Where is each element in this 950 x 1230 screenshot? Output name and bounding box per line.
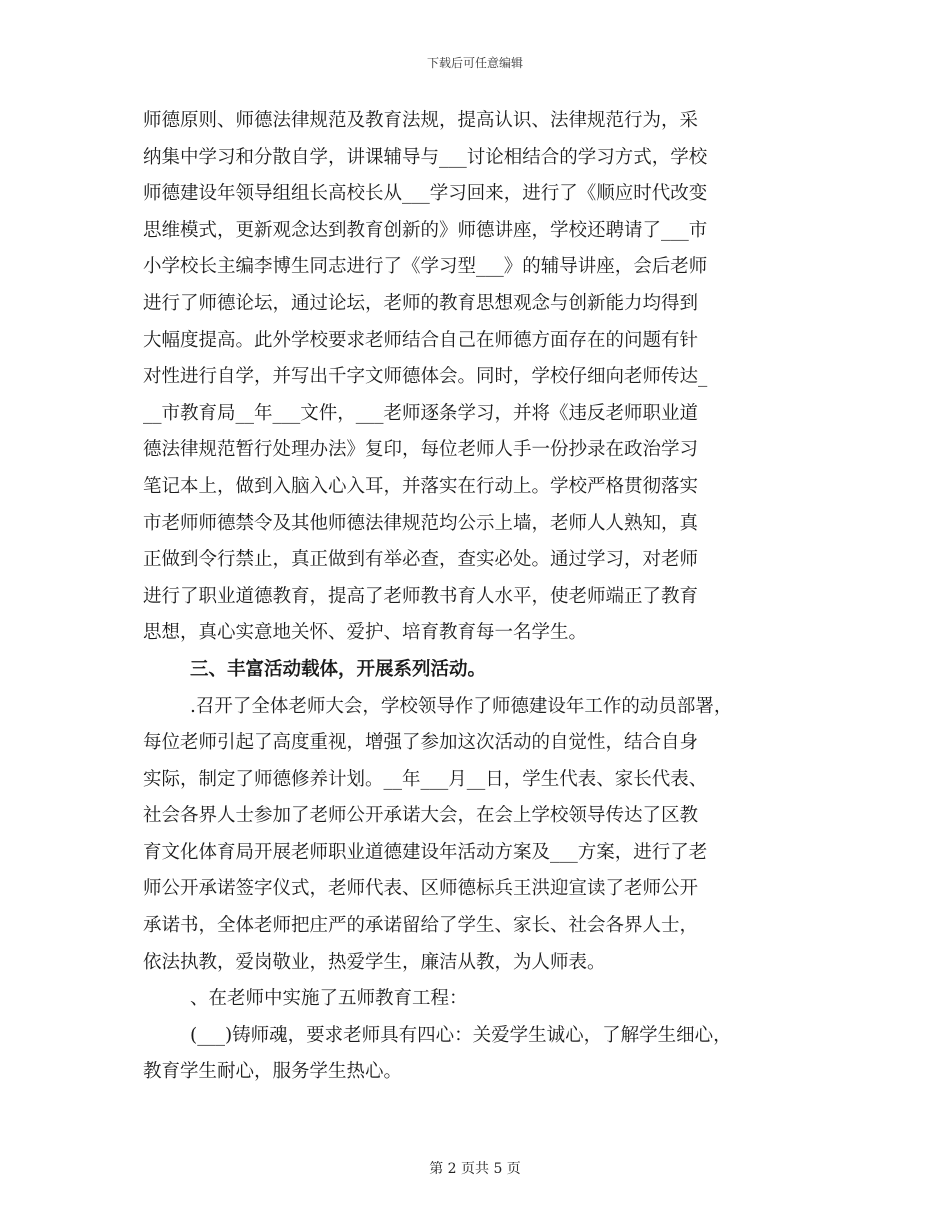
body-line: 市老师师德禁令及其他师德法律规范均公示上墙，老师人人熟知，真: [143, 512, 699, 534]
body-line: 承诺书，全体老师把庄严的承诺留给了学生、家长、社会各界人士，: [143, 915, 699, 937]
page-header: 下载后可任意编辑: [426, 56, 523, 70]
body-line: 师德建设年领导组组长高校长从___学习回来，进行了《顺应时代改变: [143, 183, 708, 205]
body-line: 进行了师德论坛，通过论坛，老师的教育思想观念与创新能力均得到: [143, 292, 699, 314]
body-line: 德法律规范暂行处理办法》复印，每位老师人手一份抄录在政治学习: [143, 439, 699, 461]
body-line: 育文化体育局开展老师职业道德建设年活动方案及___方案，进行了老: [143, 841, 708, 863]
body-line: .召开了全体老师大会，学校领导作了师德建设年工作的动员部署，: [190, 695, 733, 717]
body-line: 教育学生耐心，服务学生热心。: [143, 1061, 403, 1083]
body-line: 大幅度提高。此外学校要求老师结合自己在师德方面存在的问题有针: [143, 329, 699, 351]
section-heading: 三、丰富活动载体，开展系列活动。: [190, 658, 487, 680]
body-line: 小学校长主编李博生同志进行了《学习型___》的辅导讲座，会后老师: [143, 256, 708, 278]
page-number: 第 2 页共 5 页: [429, 1161, 521, 1177]
body-line: 笔记本上，做到入脑入心入耳，并落实在行动上。学校严格贯彻落实: [143, 475, 699, 497]
body-line: 思想，真心实意地关怀、爱护、培育教育每一名学生。: [143, 622, 588, 644]
body-line: 进行了职业道德教育，提高了老师教书育人水平，使老师端正了教育: [143, 585, 699, 607]
body-line: 依法执教，爱岗敬业，热爱学生，廉洁从教，为人师表。: [143, 951, 606, 973]
body-line: 每位老师引起了高度重视，增强了参加这次活动的自觉性，结合自身: [143, 732, 699, 754]
body-line: 实际，制定了师德修养计划。__年___月__日，学生代表、家长代表、: [143, 768, 708, 790]
body-line: 纳集中学习和分散自学，讲课辅导与___讨论相结合的学习方式，学校: [143, 146, 708, 168]
body-line: 师公开承诺签字仪式，老师代表、区师德标兵王洪迎宣读了老师公开: [143, 878, 699, 900]
body-line: 、在老师中实施了五师教育工程：: [190, 988, 468, 1010]
body-line: __市教育局__年___文件，___老师逐条学习，并将《违反老师职业道: [143, 402, 699, 424]
document-body: [143, 103, 823, 1091]
body-line: 思维模式，更新观念达到教育创新的》师德讲座，学校还聘请了___市: [143, 219, 708, 241]
body-line: (___)铸师魂，要求老师具有四心：关爱学生诚心，了解学生细心，: [190, 1024, 732, 1046]
body-line: 师德原则、师德法律规范及教育法规，提高认识、法律规范行为，采: [143, 110, 699, 131]
body-line: 正做到令行禁止，真正做到有举必查，查实必处。通过学习，对老师: [143, 549, 699, 571]
body-line: 社会各界人士参加了老师公开承诺大会，在会上学校领导传达了区教: [143, 805, 699, 827]
body-line: 对性进行自学，并写出千字文师德体会。同时，学校仔细向老师传达_: [143, 366, 708, 388]
